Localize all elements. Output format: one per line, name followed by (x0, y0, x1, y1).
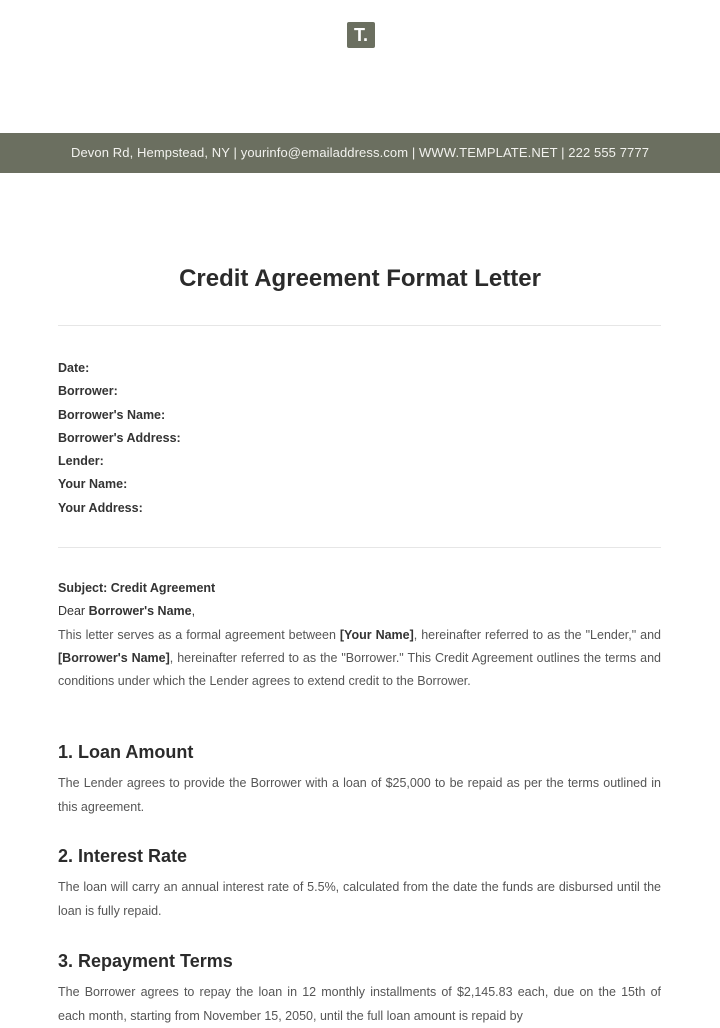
divider (58, 547, 661, 548)
your-name-field-label: Your Name: (58, 477, 128, 492)
borrower-address-field-label: Borrower's Address: (58, 430, 181, 445)
divider (58, 325, 661, 326)
section-repayment-terms (58, 948, 661, 1028)
intro-text-1: This letter serves as a formal agreement between (58, 627, 340, 642)
letter-body (58, 577, 661, 693)
greeting-prefix: Dear (58, 604, 89, 619)
your-address-field-label: Your Address: (58, 500, 143, 515)
section-text: The loan will carry an annual interest rate of 5.5%, calculated from the date the funds are disbursed until the loan is fully repaid. (58, 880, 661, 918)
section-heading: 3. Repayment Terms (58, 951, 233, 971)
section-text: The Lender agrees to provide the Borrower with a loan of $25,000 to be repaid as per the terms outlined in this agreement. (58, 776, 661, 814)
borrower-field-label: Borrower: (58, 384, 118, 399)
intro-paragraph (58, 624, 661, 694)
letter-fields (58, 357, 661, 520)
section-heading: 2. Interest Rate (58, 846, 188, 866)
template-logo: T. (347, 22, 375, 48)
section-heading: 1. Loan Amount (58, 742, 194, 762)
intro-text-3: , hereinafter referred to as the "Borrower." This Credit Agreement outlines the terms and conditions under which the Lender agrees to extend credit to the Borrower. (58, 650, 661, 689)
lender-field-label: Lender: (58, 454, 104, 469)
contact-banner: Devon Rd, Hempstead, NY | yourinfo@emailaddress.com | WWW.TEMPLATE.NET | 222 555 7777 (0, 133, 720, 173)
greeting-name: Borrower's Name (88, 604, 192, 619)
borrower-name-placeholder: [Borrower's Name] (58, 650, 170, 665)
borrower-name-field-label: Borrower's Name: (58, 407, 166, 422)
subject-line: Subject: Credit Agreement (58, 581, 216, 595)
document-title: Credit Agreement Format Letter (179, 265, 541, 292)
section-text: The Borrower agrees to repay the loan in 12 monthly installments of $2,145.83 each, due on the 15th of each month, starting from November 15, 2050, until the full loan amount is repaid by (58, 985, 661, 1023)
date-field-label: Date: (58, 361, 90, 375)
section-loan-amount (58, 739, 661, 819)
greeting-suffix: , (191, 604, 196, 619)
intro-text-2: , hereinafter referred to as the "Lender," and (413, 627, 662, 642)
your-name-placeholder: [Your Name] (339, 627, 414, 642)
section-interest-rate (58, 843, 661, 923)
greeting (58, 600, 661, 623)
